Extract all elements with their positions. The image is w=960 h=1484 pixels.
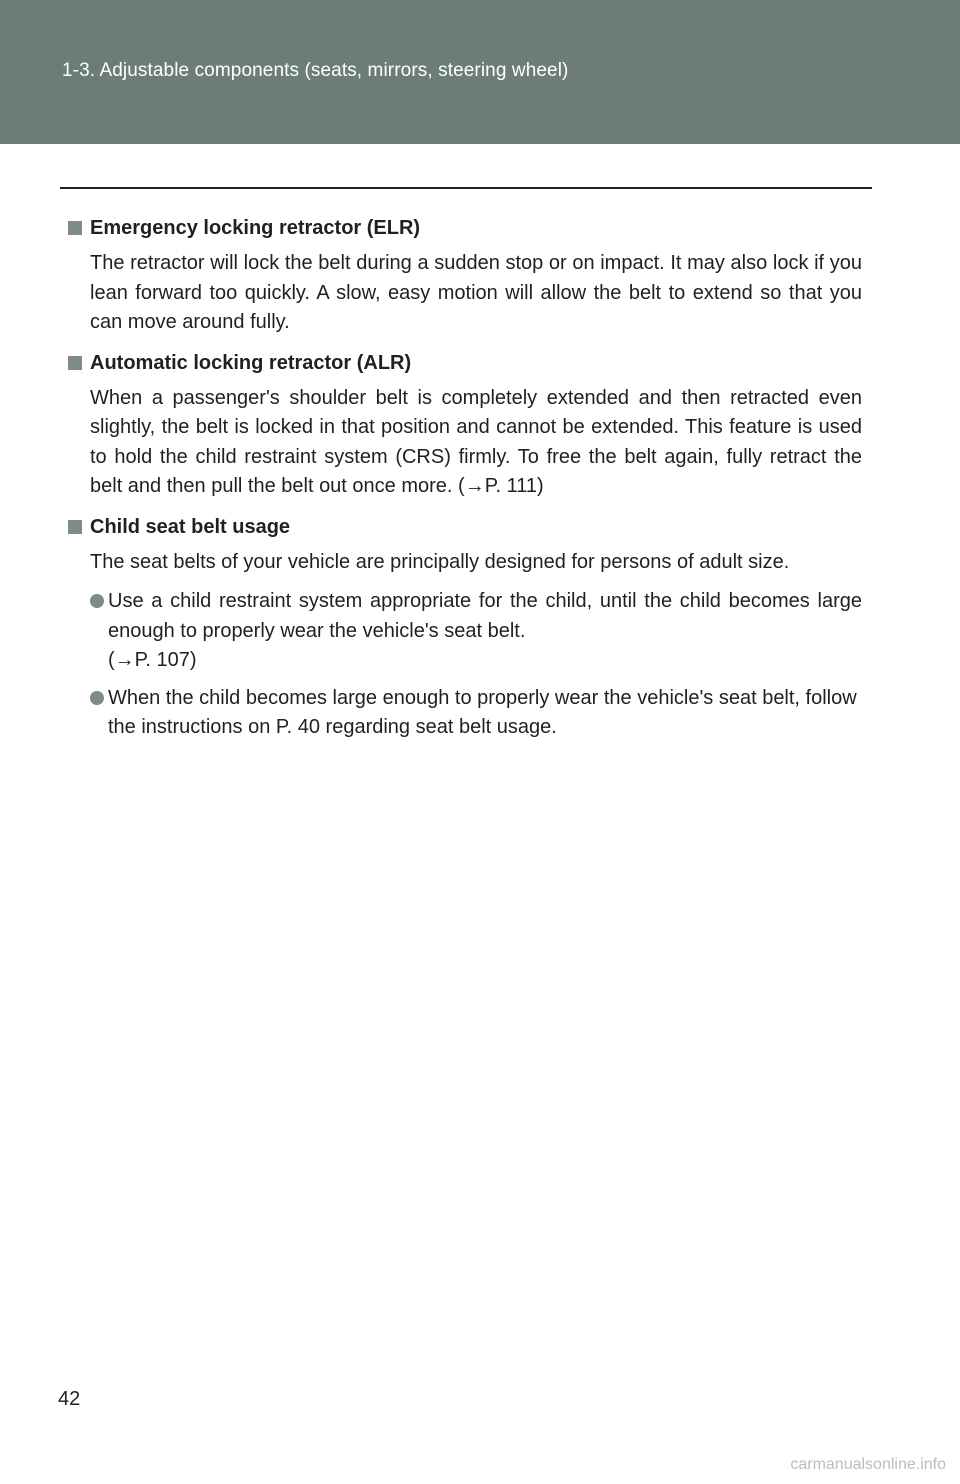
page-reference: (→P. 107) — [108, 649, 197, 671]
heading-child-seat-belt — [68, 512, 862, 542]
paragraph-elr: The retractor will lock the belt during a sudden stop or on impact. It may also lock if you lean forward too quickly. A slow, easy motion will allow the belt to extend so that you can move around fully. — [90, 252, 862, 333]
heading-elr-text: Emergency locking retractor (ELR) — [90, 217, 421, 239]
heading-elr — [68, 213, 862, 243]
list-item — [90, 684, 862, 743]
square-bullet-icon — [68, 221, 82, 235]
page-content — [68, 213, 862, 751]
paragraph-child-seat-belt: The seat belts of your vehicle are principally designed for persons of adult size. — [90, 550, 790, 573]
divider-rule — [60, 187, 872, 189]
section-title: 1-3. Adjustable components (seats, mirrors, steering wheel) — [62, 60, 569, 81]
circle-bullet-icon — [90, 691, 104, 705]
heading-child-seat-belt-text: Child seat belt usage — [90, 515, 291, 538]
circle-bullet-icon — [90, 594, 104, 608]
bullet-text: When the child becomes large enough to properly wear the vehicle's seat belt, follow the instructions on P. 40 regarding seat belt usage. — [108, 686, 857, 738]
paragraph-alr: When a passenger's shoulder belt is completely extended and then retracted even slightly, the belt is locked in that position and cannot be extended. This feature is used to hold the child restraint system (CRS) firmly. To free the belt again, fully retract the belt and then pull the belt out once more. (→P. 111) — [90, 386, 862, 497]
watermark: carmanualsonline.info — [790, 1456, 946, 1473]
square-bullet-icon — [68, 520, 82, 534]
heading-alr-text: Automatic locking retractor (ALR) — [90, 351, 412, 374]
bullet-text: Use a child restraint system appropriate for the child, until the child becomes large enough to properly wear the vehicle's seat belt. — [108, 590, 862, 642]
header-band — [0, 0, 960, 144]
page-number: 42 — [58, 1388, 81, 1410]
list-item — [90, 587, 862, 676]
square-bullet-icon — [68, 356, 82, 370]
heading-alr — [68, 348, 862, 378]
